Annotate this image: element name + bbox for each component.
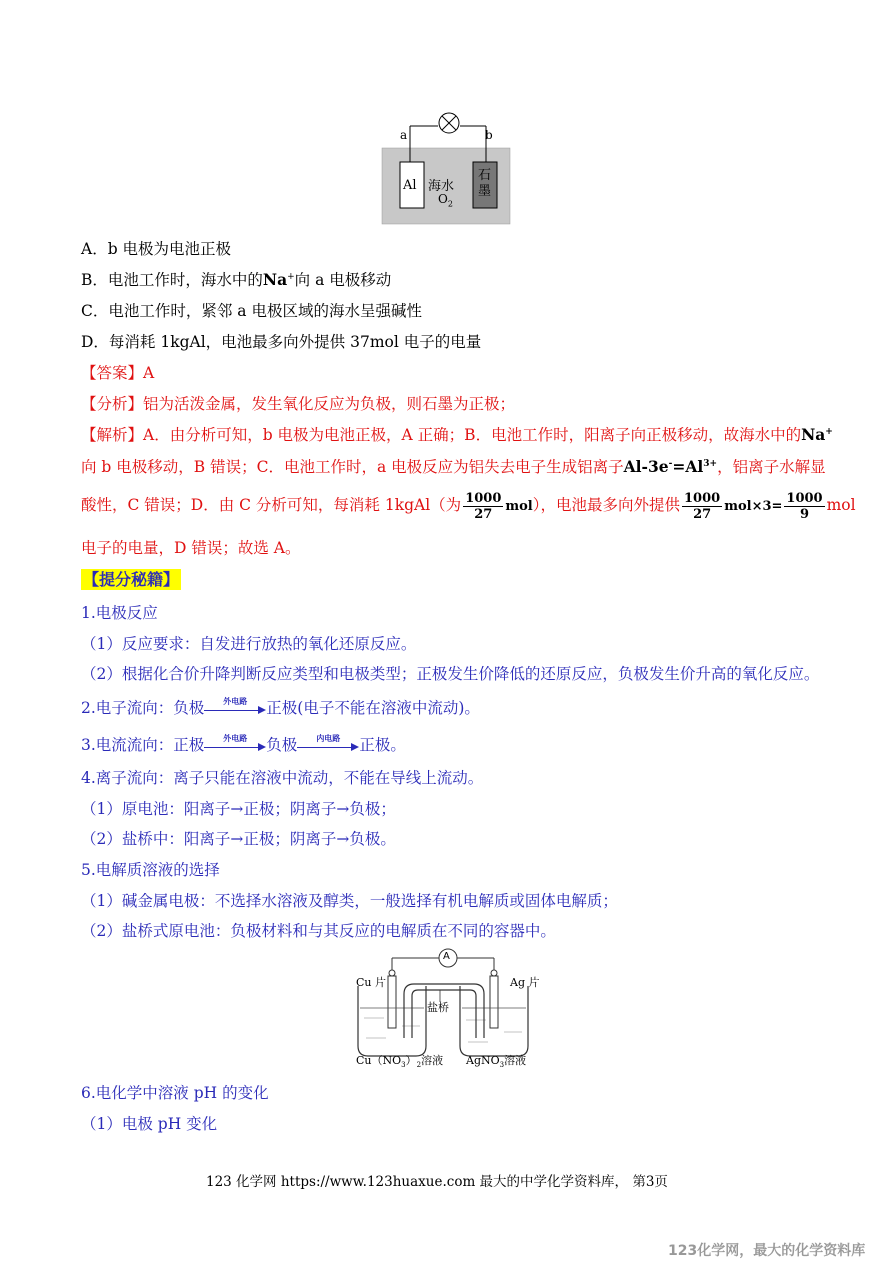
o2-label: $O_2$ — [438, 192, 453, 209]
tips-s6-1: （1）电极 pH 变化 — [81, 1115, 218, 1133]
arrow-internal-circuit: 内电路 — [297, 738, 359, 754]
page-footer: 123 化学网 https://www.123huaxue.com 最大的中学化学资料库， 第3页 — [206, 1174, 668, 1190]
explain-line-4: 电子的电量，D 错误；故选 A。 — [81, 539, 301, 557]
graphite-label-2: 墨 — [478, 184, 492, 199]
tips-s4: 4.离子流向：离子只能在溶液中流动，不能在导线上流动。 — [81, 769, 484, 787]
tips-title: 【提分秘籍】 — [83, 570, 180, 589]
explain-line-1: 【解析】A．由分析可知，b 电极为电池正极，A 正确；B．电池工作时，阳离子向正极移动，故海水中的Na+ — [81, 425, 833, 444]
option-c: C．电池工作时，紧邻 a 电极区域的海水呈强碱性 — [81, 302, 422, 320]
graphite-label-1: 石 — [478, 168, 492, 183]
tips-s5: 5.电解质溶液的选择 — [81, 861, 220, 879]
explain-line-2: 向 b 电极移动，B 错误；C．电池工作时，a 电极反应为铝失去电子生成铝离子$Al-3e^-=Al^{3+}$，铝离子水解显 — [81, 457, 826, 476]
cu-nitrate-label: $Cu(NO_3)_2$溶液 — [356, 1054, 444, 1070]
explain-line-3: 酸性，C 错误；D．由 C 分析可知，每消耗 1kgAl（为 $\frac{1000}{27}$ mol），电池最多向外提供 $\frac{1000}{27}$ mol×3= $\frac{1000}{9}$ mol — [81, 490, 856, 522]
tips-s1-2: （2）根据化合价升降判断反应类型和电极类型；正极发生价降低的还原反应，负极发生价升高的氧化反应。 — [81, 665, 820, 683]
arrow-external-circuit: 外电路 — [204, 701, 266, 717]
option-b: B．电池工作时，海水中的Na+向 a 电极移动 — [81, 270, 392, 289]
ag-label: Ag 片 — [510, 976, 540, 989]
tips-s2: 2.电子流向：负极 外电路 正极(电子不能在溶液中流动)。 — [81, 696, 480, 717]
battery-figure — [380, 108, 512, 226]
arrow-external-circuit-2: 外电路 — [204, 738, 266, 754]
answer: 【答案】A — [81, 364, 155, 382]
fraction-1000-9: $\frac{1000}{9}$ — [786, 490, 823, 522]
tips-s4-2: （2）盐桥中：阳离子→正极；阴离子→负极。 — [81, 830, 396, 848]
fraction-1000-27-b: $\frac{1000}{27}$ — [684, 490, 721, 522]
tips-s6: 6.电化学中溶液 pH 的变化 — [81, 1084, 269, 1102]
watermark: 123化学网，最大的化学资料库 — [668, 1243, 866, 1259]
salt-bridge-cell-figure — [348, 946, 548, 1068]
ammeter-label: A — [443, 951, 450, 962]
analysis: 【分析】铝为活泼金属，发生氧化反应为负极，则石墨为正极； — [81, 395, 516, 413]
tips-s1: 1.电极反应 — [81, 604, 158, 622]
ag-nitrate-label: AgNO$_3$溶液 — [466, 1054, 527, 1070]
label-a: a — [400, 128, 408, 142]
tips-s4-1: （1）原电池：阳离子→正极；阴离子→负极； — [81, 800, 396, 818]
cu-label: Cu 片 — [356, 976, 386, 989]
fraction-1000-27: $\frac{1000}{27}$ — [465, 490, 502, 522]
tips-s3: 3.电流流向：正极 外电路 负极 内电路 正极。 — [81, 733, 406, 754]
tips-s5-2: （2）盐桥式原电池：负极材料和与其反应的电解质在不同的容器中。 — [81, 922, 556, 940]
label-b: b — [485, 128, 493, 142]
seawater-label: 海水 — [428, 179, 455, 194]
salt-bridge-label: 盐桥 — [427, 1001, 449, 1014]
al-electrode-label: Al — [403, 178, 417, 193]
tips-s5-1: （1）碱金属电极：不选择水溶液及醇类，一般选择有机电解质或固体电解质； — [81, 892, 618, 910]
tips-s1-1: （1）反应要求：自发进行放热的氧化还原反应。 — [81, 635, 417, 653]
option-a: A．b 电极为电池正极 — [81, 240, 232, 258]
option-d: D．每消耗 1kgAl，电池最多向外提供 37mol 电子的电量 — [81, 333, 482, 351]
